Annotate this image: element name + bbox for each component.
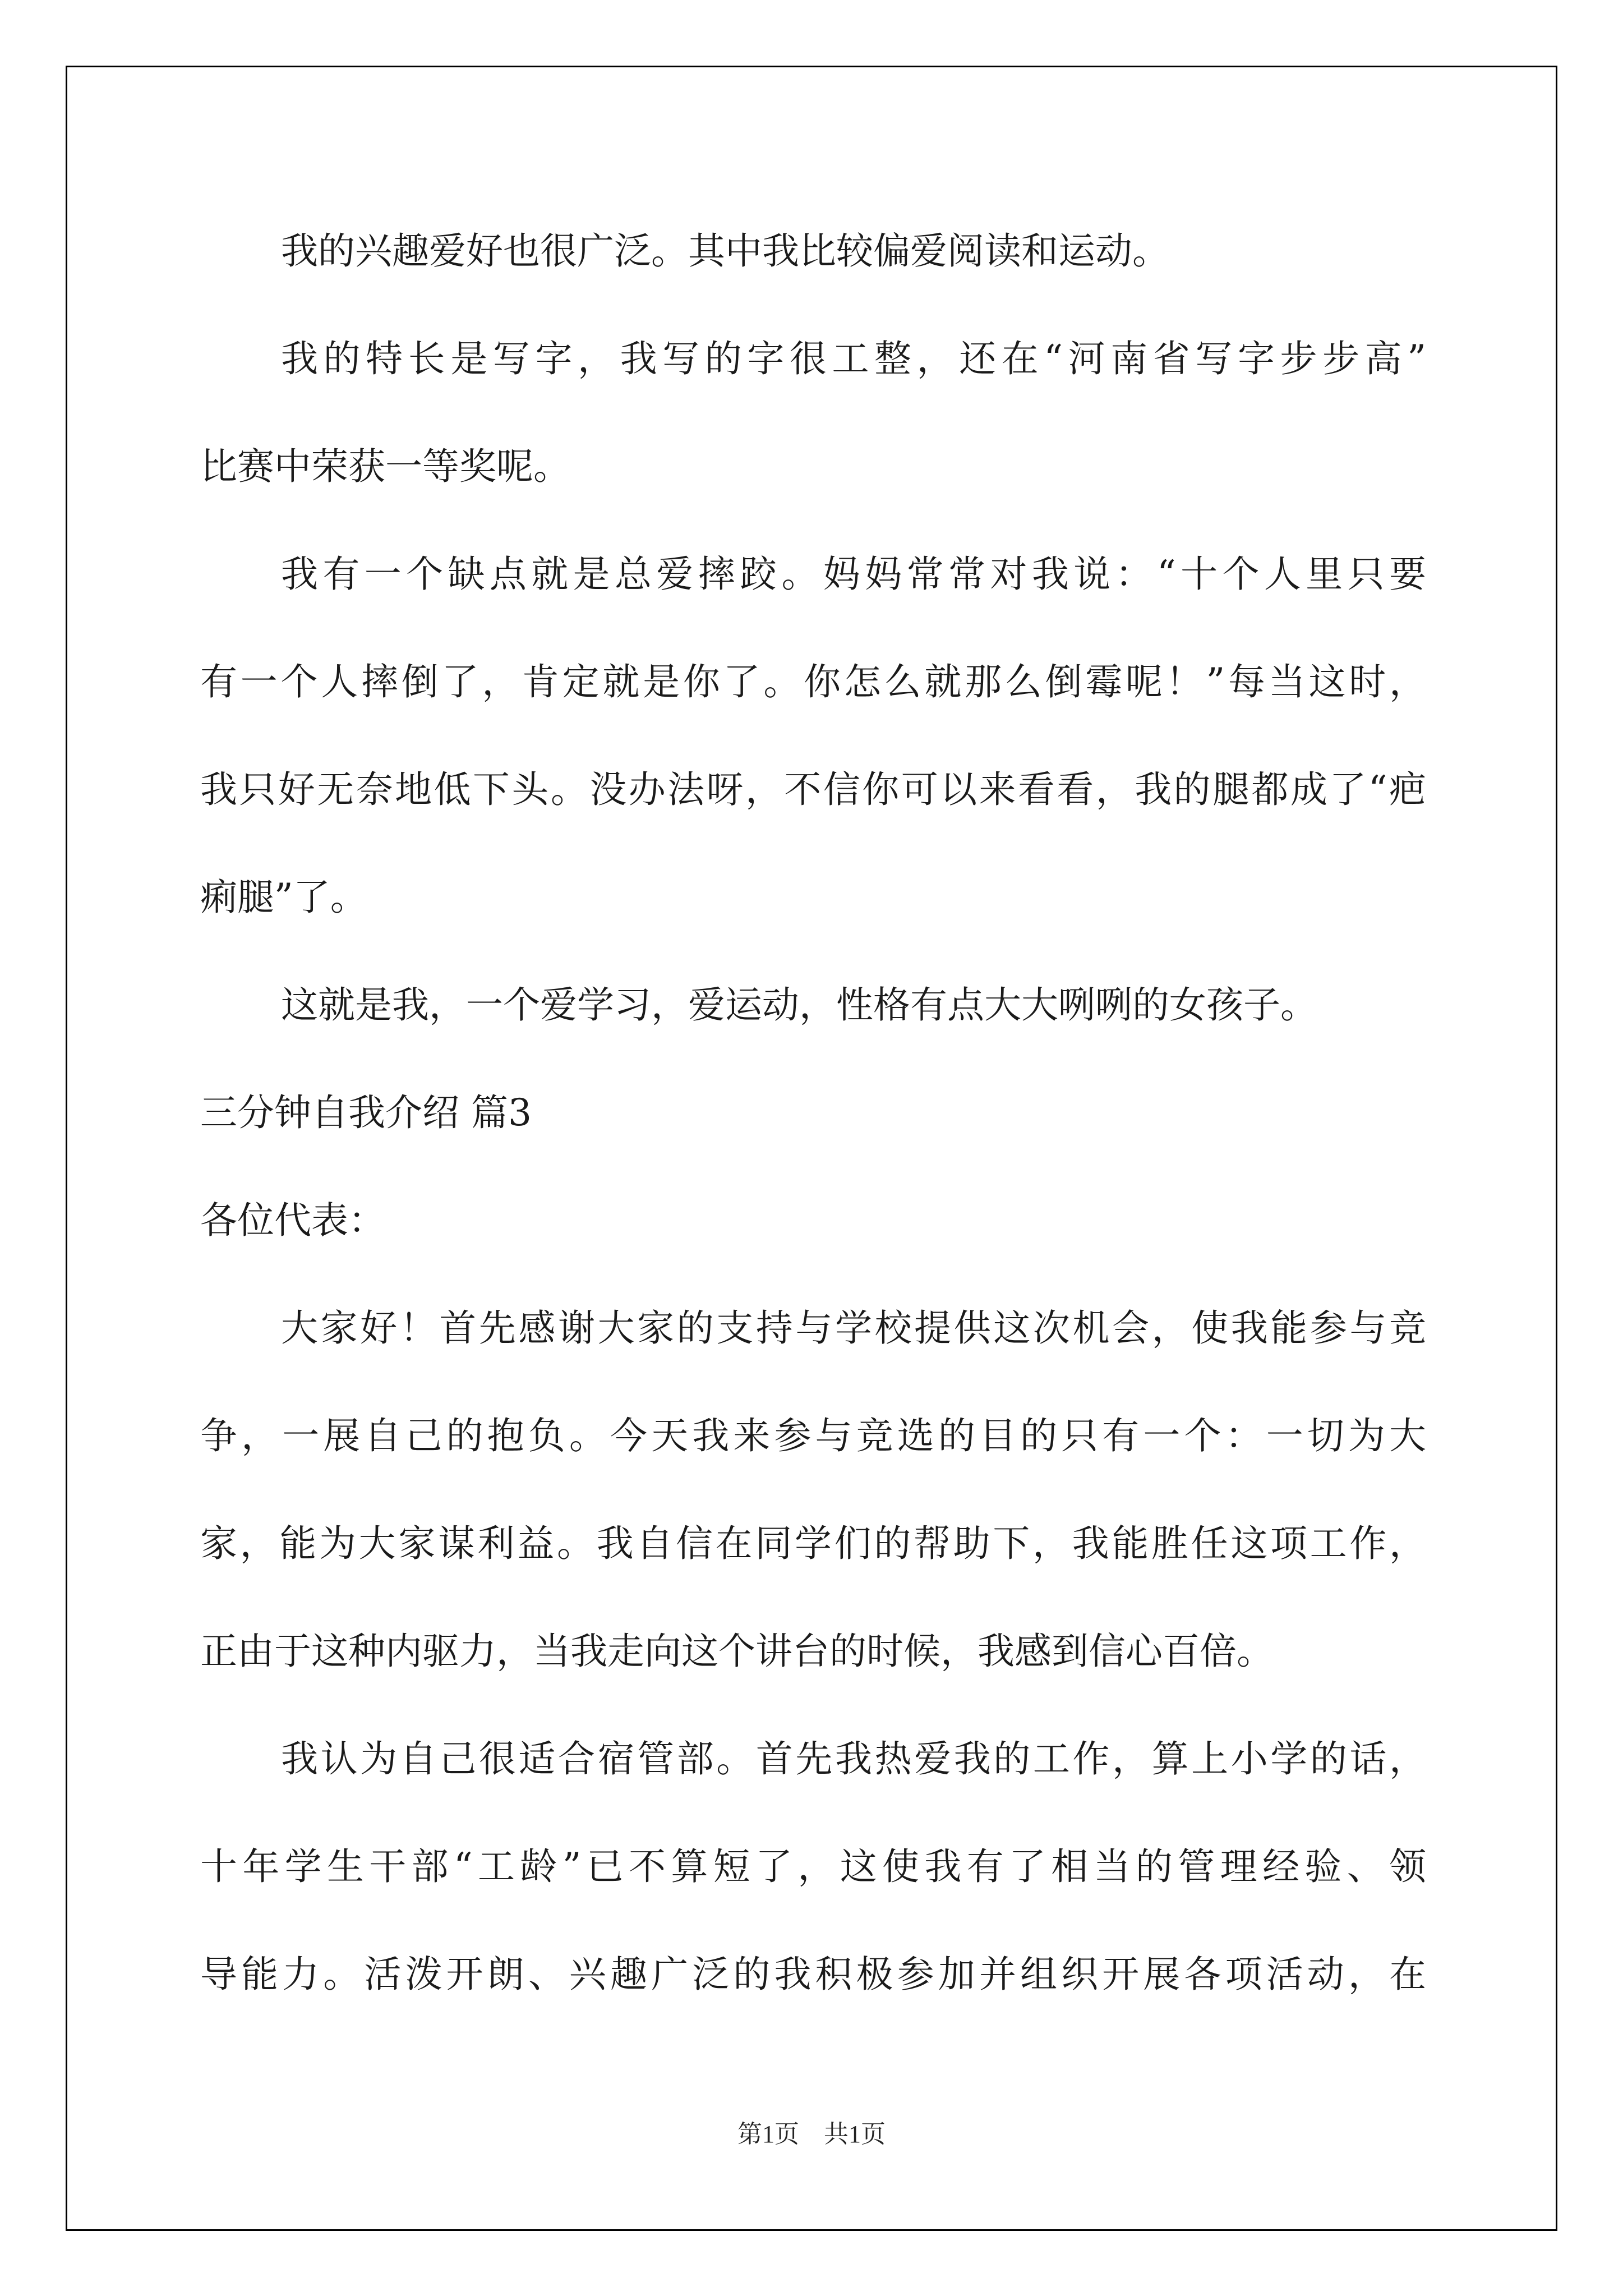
text-line: 我的兴趣爱好也很广泛。其中我比较偏爱阅读和运动。 [281, 229, 1169, 273]
text-line: 大家好！首先感谢大家的支持与学校提供这次机会，使我能参与竞 [281, 1306, 1426, 1350]
text-line: 十年学生干部“工龄”已不算短了，这使我有了相当的管理经验、领 [200, 1845, 1426, 1888]
text-line: 痢腿”了。 [200, 876, 367, 919]
page-number: 第1页 共1页 [737, 2120, 886, 2148]
text-line: 导能力。活泼开朗、兴趣广泛的我积极参加并组织开展各项活动，在 [200, 1953, 1426, 1996]
section-heading: 三分钟自我介绍 篇3 [200, 1091, 532, 1134]
document-body [200, 213, 1426, 2044]
text-line: 有一个人摔倒了，肯定就是你了。你怎么就那么倒霉呢！”每当这时， [200, 660, 1426, 703]
text-line: 这就是我，一个爱学习，爱运动，性格有点大大咧咧的女孩子。 [281, 983, 1317, 1027]
text-line: 我只好无奈地低下头。没办法呀，不信你可以来看看，我的腿都成了“疤 [200, 768, 1426, 811]
text-line: 比赛中荣获一等奖呢。 [200, 445, 570, 488]
page-footer [0, 2114, 1623, 2150]
text-line: 我的特长是写字，我写的字很工整，还在“河南省写字步步高” [281, 337, 1426, 380]
text-line: 正由于这种内驱力，当我走向这个讲台的时候，我感到信心百倍。 [200, 1630, 1274, 1673]
text-line: 我认为自己很适合宿管部。首先我热爱我的工作，算上小学的话， [281, 1737, 1426, 1780]
text-line: 家，能为大家谋利益。我自信在同学们的帮助下，我能胜任这项工作， [200, 1522, 1426, 1565]
salutation: 各位代表： [200, 1199, 385, 1242]
text-line: 争，一展自己的抱负。今天我来参与竞选的目的只有一个：一切为大 [200, 1414, 1426, 1457]
text-line: 我有一个缺点就是总爱摔跤。妈妈常常对我说：“十个人里只要 [281, 553, 1426, 596]
